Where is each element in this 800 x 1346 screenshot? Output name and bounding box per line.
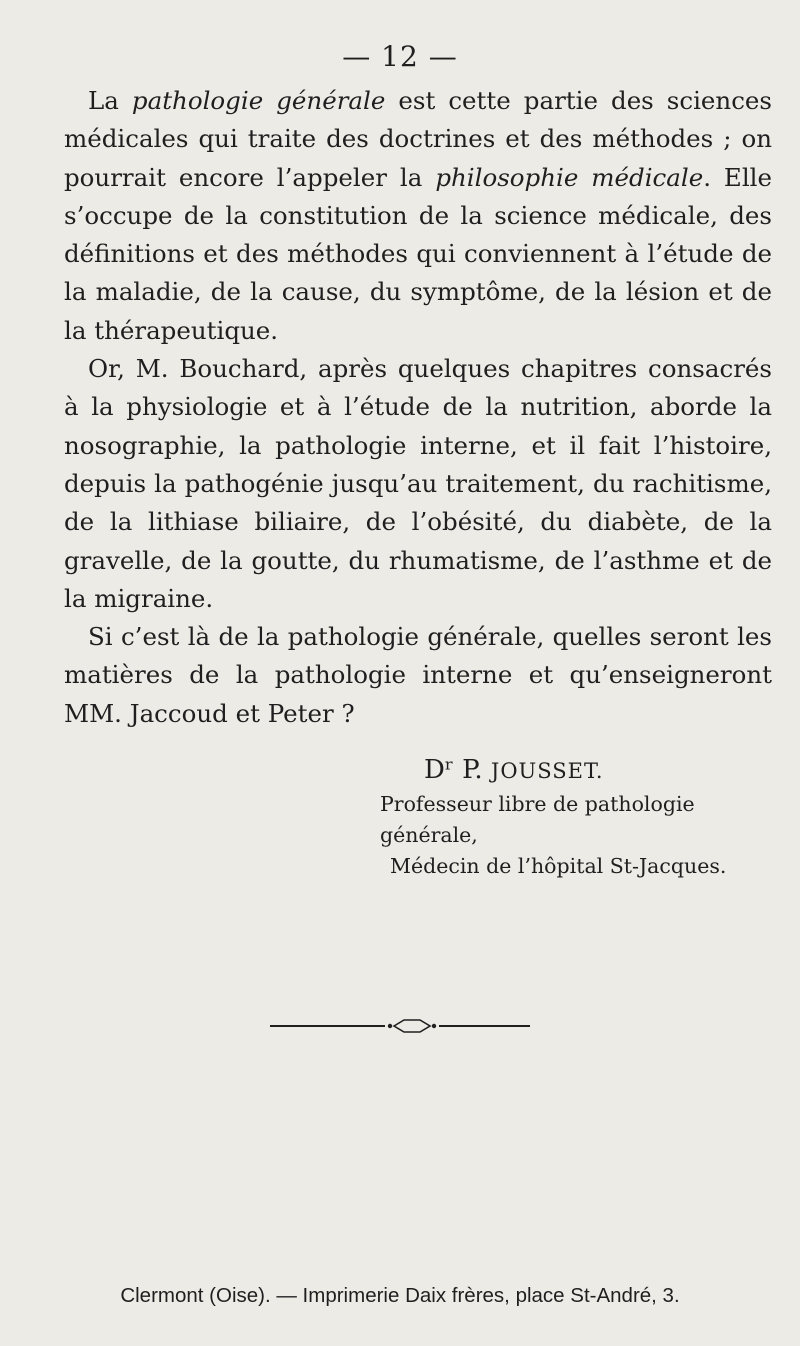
paragraph [64, 82, 772, 350]
author-last-name: JOUSSET. [490, 759, 604, 783]
page-number: — 12 — [342, 40, 458, 73]
text-run: . Elle s’occupe de la constitution de la science médicale, des définitions et des méthodes qui conviennent à l’étude de la maladie, de la cause, du symptôme, de la lésion et de la thérapeutique. [64, 162, 772, 345]
author-name [424, 752, 790, 789]
text-run: est cette partie des sciences médicales qui traite des doctrines et des méthodes ; on pourrait encore l’appeler la [64, 86, 772, 192]
text-run: La [88, 86, 132, 115]
paragraph [64, 618, 772, 733]
italic-phrase: pathologie générale [131, 86, 386, 115]
author-name-prefix: Dʳ P. [424, 755, 491, 785]
text-run: Si c’est là de la pathologie générale, quelles seront les matières de la pathologie interne et qu’enseigneront MM. Jaccoud et Peter ? [64, 622, 772, 728]
text-run: Or, M. Bouchard, après quelques chapitres consacrés à la physiologie et à l’étude de la nutrition, aborde la nosographie, la pathologie interne, et il fait l’histoire, depuis la pathogénie jusqu’au traitement, du rachitisme, de la lithiase biliaire, de l’obésité, du diabète, de la gravelle, de la goutte, du rhumatisme, de l’asthme et de la migraine. [64, 354, 772, 613]
article-body [64, 82, 772, 733]
signature-block [380, 752, 790, 882]
ornament-divider [270, 1016, 530, 1036]
author-title: Professeur libre de pathologie générale, [380, 792, 695, 847]
paragraph [64, 350, 772, 618]
author-affiliation: Médecin de l’hôpital St-Jacques. [390, 854, 727, 878]
italic-phrase: philosophie médicale [435, 162, 704, 192]
printer-imprint: Clermont (Oise). — Imprimerie Daix frères, place St-André, 3. [120, 1284, 680, 1307]
